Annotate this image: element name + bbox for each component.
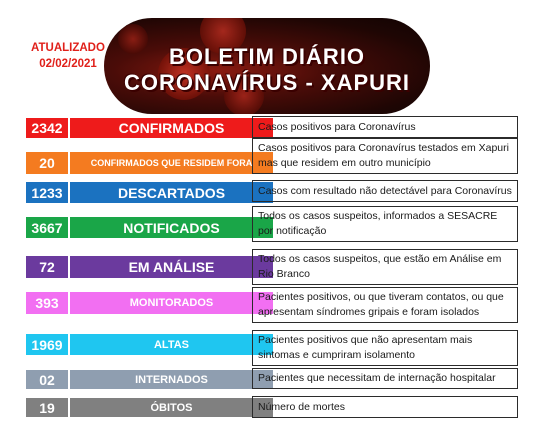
stat-label: NOTIFICADOS: [70, 217, 273, 238]
stat-label: MONITORADOS: [70, 292, 273, 314]
updated-date: 02/02/2021: [39, 58, 97, 70]
stat-description: Casos com resultado não detectável para Coronavírus: [252, 180, 518, 202]
updated-label: ATUALIZADO: [31, 42, 105, 54]
stat-value: 20: [26, 152, 68, 174]
stat-value: 02: [26, 370, 68, 389]
stat-label: CONFIRMADOS QUE RESIDEM FORA: [70, 152, 273, 174]
stat-description: Casos positivos para Coronavírus testados em Xapuri mas que residem em outro município: [252, 138, 518, 174]
stat-description: Pacientes que necessitam de internação hospitalar: [252, 368, 518, 389]
stat-value: 72: [26, 256, 68, 278]
stat-value: 2342: [26, 118, 68, 138]
stat-value: 1233: [26, 182, 68, 203]
banner-title-line2: CORONAVÍRUS - XAPURI: [123, 70, 411, 95]
stat-label: DESCARTADOS: [70, 182, 273, 203]
banner-title-line1: BOLETIM DIÁRIO: [168, 44, 366, 69]
stat-value: 19: [26, 398, 68, 417]
title-banner: [104, 18, 430, 114]
update-notice: [22, 40, 114, 72]
stat-label: CONFIRMADOS: [70, 118, 273, 138]
stat-description: Todos os casos suspeitos, informados a SESACRE por notificação: [252, 206, 518, 242]
stat-label: EM ANÁLISE: [70, 256, 273, 278]
stat-description: Pacientes positivos que não apresentam mais sintomas e cumpriram isolamento: [252, 330, 518, 366]
stat-label: ÓBITOS: [70, 398, 273, 417]
stat-description: Número de mortes: [252, 396, 518, 418]
stat-label: ALTAS: [70, 334, 273, 355]
stat-label: INTERNADOS: [70, 370, 273, 389]
stat-value: 1969: [26, 334, 68, 355]
stat-description: Todos os casos suspeitos, que estão em Análise em Rio Branco: [252, 249, 518, 285]
stat-value: 3667: [26, 217, 68, 238]
stat-value: 393: [26, 292, 68, 314]
stat-description: Casos positivos para Coronavírus: [252, 116, 518, 138]
stat-description: Pacientes positivos, ou que tiveram contatos, ou que apresentam síndromes gripais e foram isolados: [252, 287, 518, 323]
